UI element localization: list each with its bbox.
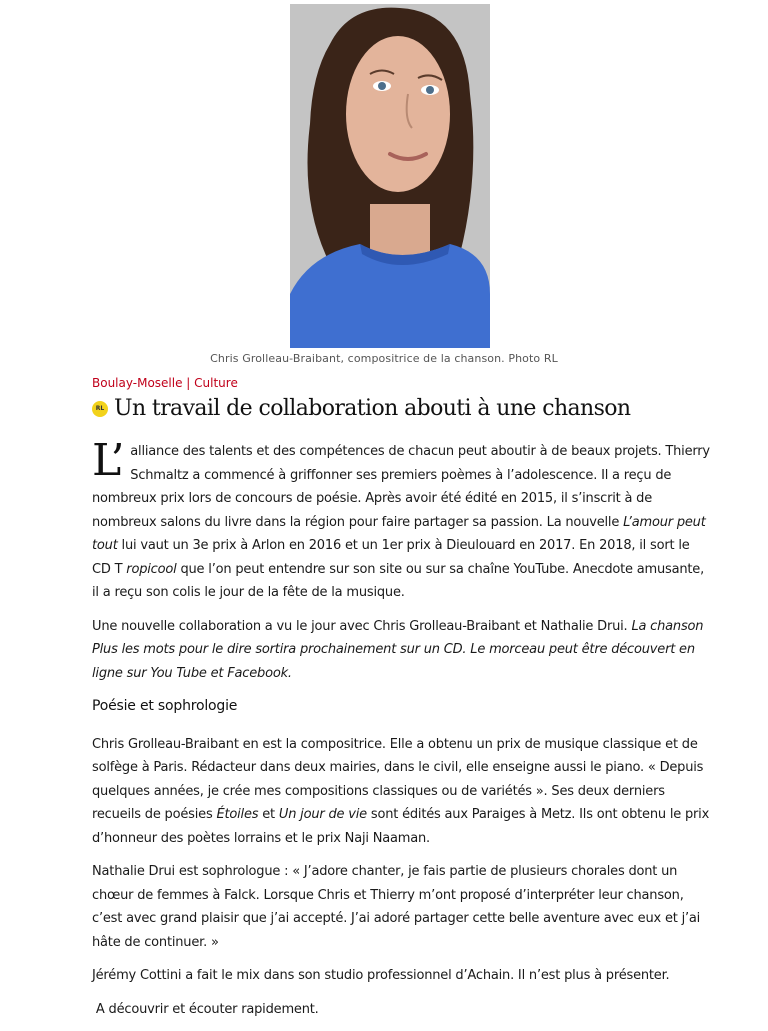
paragraph-collaboration: Une nouvelle collaboration a vu le jour avec Chris Grolleau-Braibant et Nathalie Drui. La chanson Plus les mots pour le dire sortira prochainement sur un CD. Le morceau peut être découvert en ligne sur You Tube et Facebook.	[92, 618, 704, 681]
portrait-image	[290, 4, 490, 348]
paragraph-closing: A découvrir et écouter rapidement.	[92, 1001, 319, 1017]
drop-cap: L’	[92, 435, 125, 486]
paragraph-sophrologist: Nathalie Drui est sophrologue : « J’adore chanter, je fais partie de plusieurs chorales dont un chœur de femmes à Falck. Lorsque Chris et Thierry m’ont proposé d’interpréter leur chanson, c’est avec grand plaisir que j’ai accepté. J’ai adoré partager cette belle aventure avec eux et j’ai hâte de continuer. »	[92, 864, 701, 950]
article-title: Un travail de collaboration abouti à une chanson	[114, 396, 631, 421]
rl-badge-icon: RL	[92, 401, 108, 417]
paragraph-composer: Chris Grolleau-Braibant en est la compositrice. Elle a obtenu un prix de musique classique et de solfège à Paris. Rédacteur dans deux mairies, dans le civil, elle enseigne aussi le piano. « Depuis quelques années, je crée mes compositions classiques ou de variétés ». Ses deux derniers recueils de poésies Étoiles et Un jour de vie sont édités aux Paraiges à Metz. Ils ont obtenu le prix d’honneur des poètes lorrains et le prix Naji Naaman.	[92, 736, 710, 846]
section-subheading: Poésie et sophrologie	[92, 698, 238, 714]
paragraph-intro: L’ alliance des talents et des compétences de chacun peut aboutir à de beaux projets. Thierry Schmaltz a commencé à griffonner ses premiers poèmes à l’adolescence. Il a reçu de nombreux prix lors de concours de poésie. Après avoir été édité en 2015, il s’inscrit à de nombreux salons du livre dans la région pour faire partager sa passion. La nouvelle L’amour peut tout lui vaut un 3e prix à Arlon en 2016 et un 1er prix à Dieulouard en 2017. En 2018, il sort le CD T ropicool que l’on peut entendre sur son site ou sur sa chaîne YouTube. Anecdote amusante, il a reçu son colis le jour de la fête de la musique.	[92, 435, 710, 600]
article-photo	[290, 4, 490, 348]
photo-caption: Chris Grolleau-Braibant, compositrice de la chanson. Photo RL	[210, 352, 558, 365]
article-header	[92, 396, 732, 421]
article-body	[92, 435, 712, 1031]
article-rubric[interactable]: Boulay-Moselle | Culture	[92, 376, 238, 390]
paragraph-mix: Jérémy Cottini a fait le mix dans son studio professionnel d’Achain. Il n’est plus à présenter.	[92, 968, 670, 983]
